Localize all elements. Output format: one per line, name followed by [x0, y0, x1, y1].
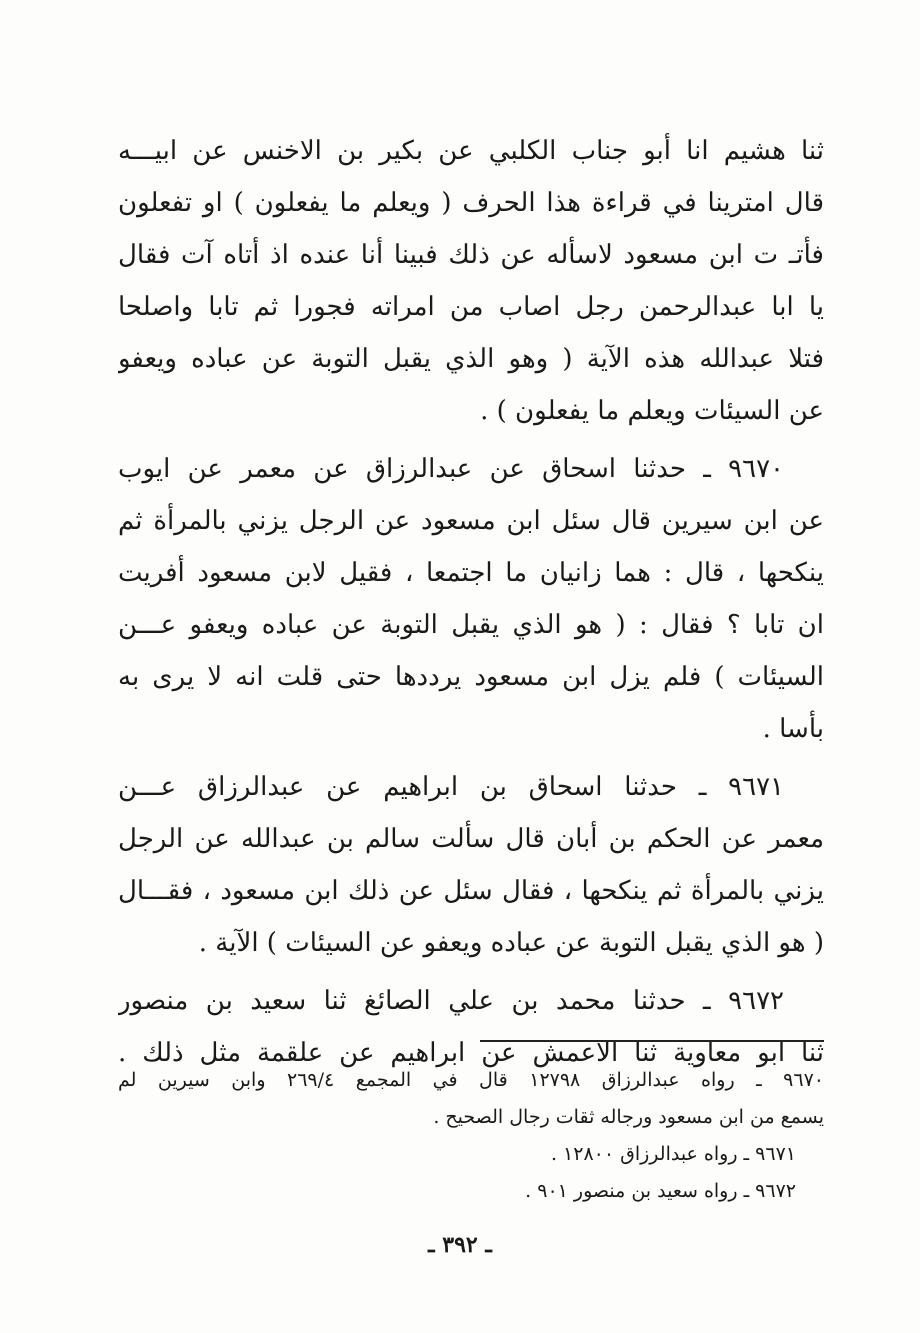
text-line: ينكحها ، قال : هما زانيان ما اجتمعا ، فقيل لابن مسعود أفريت [118, 558, 824, 588]
text-line: ( هو الذي يقبل التوبة عن عباده ويعفو عن السيئات ) الآية . [198, 928, 824, 958]
text-line: ثنا هشيم انا أبو جناب الكلبي عن بكير بن الاخنس عن ابيـــه [118, 136, 824, 166]
footnote-line: يسمع من ابن مسعود ورجاله ثقات رجال الصحيح . [433, 1106, 824, 1128]
paragraph [118, 761, 824, 969]
text-line: ثنا ابو معاوية ثنا الاعمش عن ابراهيم عن علقمة مثل ذلك . [118, 1038, 824, 1068]
text-line: عن السيئات ويعلم ما يفعلون ) . [480, 396, 824, 426]
text-line: فأتـ ت ابن مسعود لاسأله عن ذلك فبينا أنا عنده اذ أتاه آت فقال [118, 240, 824, 270]
text-line: يزني بالمرأة ثم ينكحها ، فقال سئل عن ذلك ابن مسعود ، فقـــال [118, 876, 824, 906]
text-line: معمر عن الحكم بن أبان قال سألت سالم بن عبدالله عن الرجل [118, 824, 824, 854]
paragraph [118, 443, 824, 755]
text-line: قال امترينا في قراءة هذا الحرف ( ويعلم ما يفعلون ) او تفعلون [118, 188, 824, 218]
footnote-line: ٩٦٧٠ ـ رواه عبدالرزاق ١٢٧٩٨ قال في المجمع ٢٦٩/٤ وابن سيرين لم [118, 1069, 824, 1091]
text-line: عن ابن سيرين قال سئل ابن مسعود عن الرجل يزني بالمرأة ثم [118, 506, 824, 536]
footnotes [118, 1062, 824, 1210]
footnote-line: ٩٦٧١ ـ رواه عبدالرزاق ١٢٨٠٠ . [550, 1143, 796, 1165]
footnote-line: ٩٦٧٢ ـ رواه سعيد بن منصور ٩٠١ . [525, 1180, 796, 1202]
paragraph [118, 125, 824, 437]
text-line: ان تابا ؟ فقال : ( هو الذي يقبل التوبة عن عباده ويعفو عـــن [118, 610, 824, 640]
main-text [118, 125, 824, 1079]
text-line: بأسا . [762, 714, 824, 744]
text-line: السيئات ) فلم يزل ابن مسعود يرددها حتى قلت انه لا يرى به [118, 662, 824, 692]
text-line: ٩٦٧١ ـ حدثنا اسحاق بن ابراهيم عن عبدالرزاق عـــن [118, 772, 784, 802]
text-line: ٩٦٧٢ ـ حدثنا محمد بن علي الصائغ ثنا سعيد بن منصور [118, 986, 784, 1016]
text-line: يا ابا عبدالرحمن رجل اصاب من امراته فجورا ثم تابا واصلحا [118, 292, 824, 322]
footnote-divider [480, 1040, 824, 1042]
page-number: ـ ٣٩٢ ـ [428, 1232, 492, 1258]
text-line: فتلا عبدالله هذه الآية ( وهو الذي يقبل التوبة عن عباده ويعفو [118, 344, 824, 374]
text-line: ٩٦٧٠ ـ حدثنا اسحاق عن عبدالرزاق عن معمر عن ايوب [118, 454, 784, 484]
